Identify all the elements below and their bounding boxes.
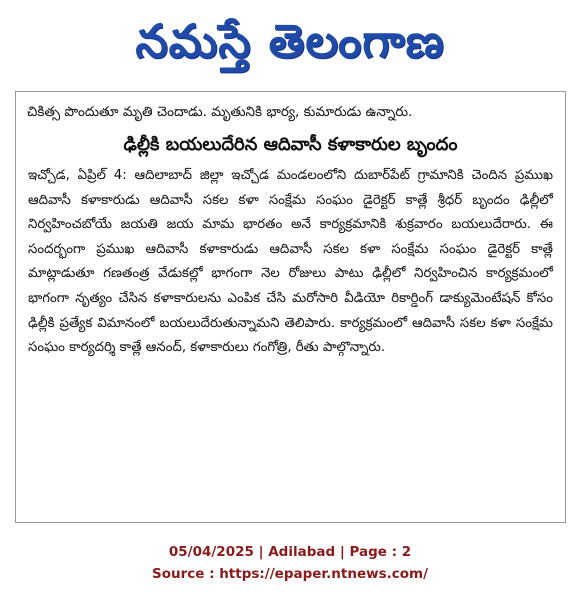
newspaper-logo: నమస్తే తెలంగాణ: [135, 14, 445, 68]
previous-article-text: చికిత్స పొందుతూ మృతి చెందాడు. మృతునికి భార్య, కుమారుడు ఉన్నారు.: [27, 104, 413, 120]
article-headline: ఢిల్లీకి బయలుదేరిన ఆదివాసీ కళాకారుల బృందం: [123, 134, 458, 155]
clipping-info: 05/04/2025 | Adilabad | Page : 2: [168, 544, 412, 560]
article-body: ఇచ్చోడ, ఏప్రిల్ 4: ఆదిలాబాద్ జిల్లా ఇచ్చోడ మండలంలోని దుబార్‌పేట్ గ్రామానికి చెందిన ప్రముఖ ఆదివాసీ కళాకారుడు ఆదివాసీ సకల కళా సంక్షేమ సంఘం డైరెక్టర్ కాత్లే శ్రీధర్ బృందం ఢిల్లీలో నిర్వహించబోయే జయతి జయ మామ భారతం అనే కార్యక్రమానికి శుక్రవారం బయలుదేరారు. ఈ సందర్భంగా ప్రముఖ ఆదివాసీ కళాకారుడు ఆదివాసీ సకల కళా సంక్షేమ సంఘం డైరెక్టర్ కాత్లే మాట్లాడుతూ గణతంత్ర వేడుకల్లో భాగంగా నెల రోజులు పాటు ఢిల్లీలో నిర్వహించిన కార్యక్రమంలో భాగంగా నృత్యం చేసిన కళాకారులను ఎంపిక చేసి మరోసారి వీడియో రికార్డింగ్ డాక్యుమెంటేషన్ కోసం ఢిల్లీకి ప్రత్యేక విమానంలో బయలుదేరుతున్నామని తెలిపారు. కార్యక్రమంలో ఆదివాసీ సకల కళా సంక్షేమ సంఘం కార్యదర్శి కాత్లే ఆనంద్, కళాకారులు గంగోత్రి, రీతు పాల్గొన్నారు.: [28, 168, 553, 356]
source-link[interactable]: Source : https://epaper.ntnews.com/: [151, 566, 429, 582]
masthead: [0, 0, 580, 82]
news-clipping: [15, 91, 566, 523]
